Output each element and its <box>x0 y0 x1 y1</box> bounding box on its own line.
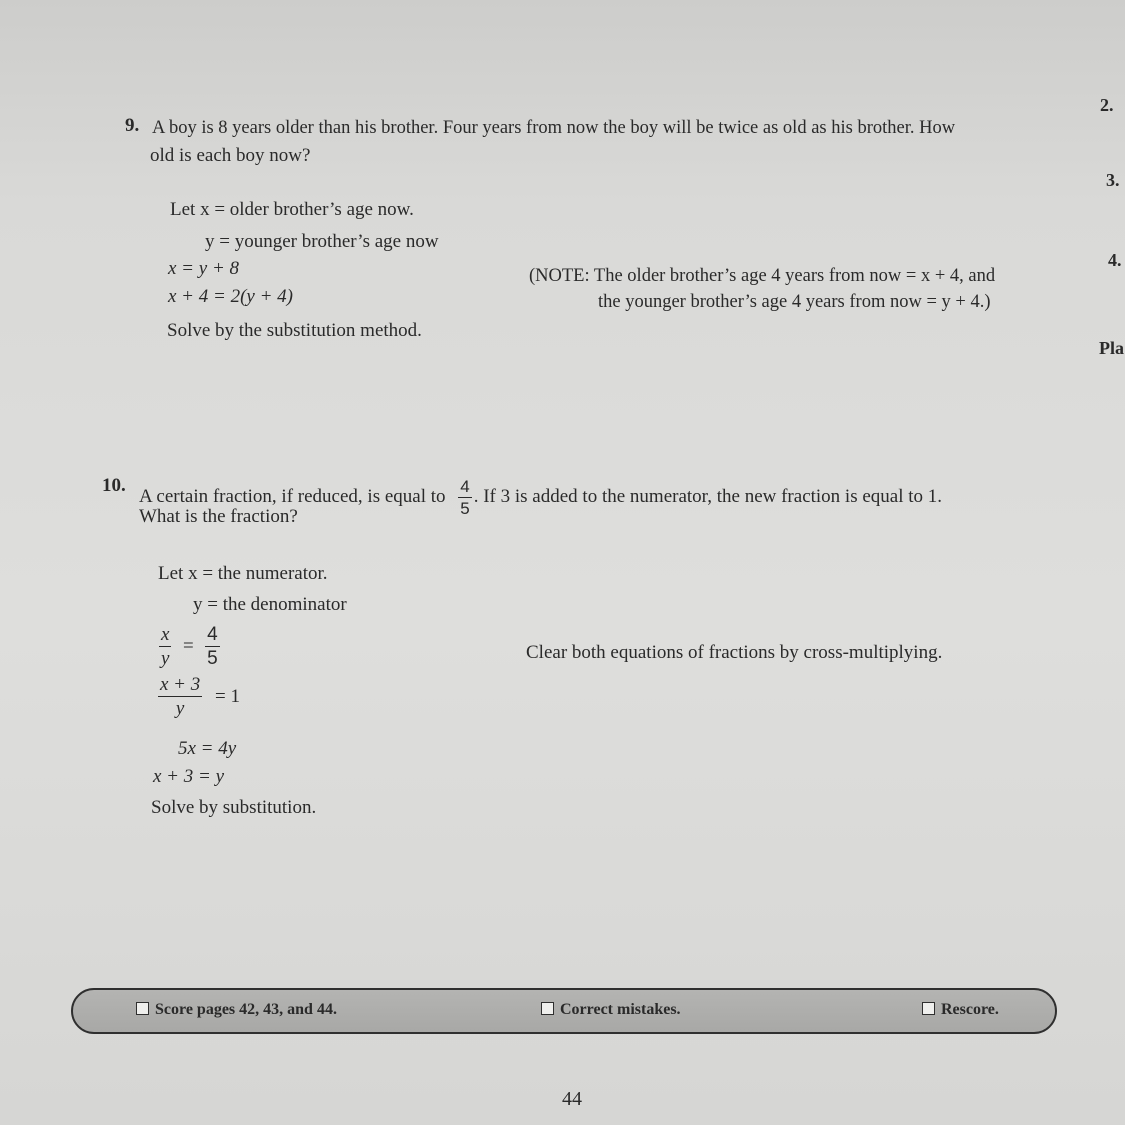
problem-10-let-x: Let x = the numerator. <box>158 563 328 584</box>
page-number: 44 <box>562 1088 582 1110</box>
eq2-numerator: x + 3 <box>160 674 201 695</box>
problem-10-note: Clear both equations of fractions by cross-multiplying. <box>526 642 943 663</box>
problem-10-line2: What is the fraction? <box>139 506 298 527</box>
edge-number-3: 3. <box>1106 170 1120 190</box>
problem-9-eq2: x + 4 = 2(y + 4) <box>168 286 293 307</box>
eq1-rhs-fraction <box>205 625 220 668</box>
eq1-lhs-numerator: x <box>161 624 170 645</box>
problem-10-instruction: Solve by substitution. <box>151 797 317 818</box>
checkbox-icon[interactable] <box>136 1002 149 1015</box>
checklist-item-rescore[interactable] <box>922 1001 999 1019</box>
problem-10-fraction-four-fifths <box>458 478 471 517</box>
edge-text-pla: Pla <box>1099 338 1124 358</box>
checklist-item-correct-label: Correct mistakes. <box>560 1001 681 1018</box>
eq1-rhs-denominator: 5 <box>207 648 218 669</box>
checklist-item-rescore-label: Rescore. <box>941 1001 999 1018</box>
problem-9-note-line1: (NOTE: The older brother’s age 4 years from now = x + 4, and <box>529 266 996 286</box>
eq2-denominator: y <box>175 698 185 719</box>
problem-10-let-y: y = the denominator <box>193 594 347 615</box>
problem-10-number: 10. <box>102 475 126 496</box>
problem-9-line2: old is each boy now? <box>150 145 311 166</box>
fraction-denominator: 5 <box>460 499 470 518</box>
problem-10-line1-end: . If 3 is added to the numerator, the new fraction is equal to 1. <box>473 485 943 507</box>
checklist-item-score[interactable] <box>136 1001 337 1019</box>
checklist-item-score-label: Score pages 42, 43, and 44. <box>155 1001 337 1018</box>
problem-9-eq1: x = y + 8 <box>168 258 240 279</box>
problem-10-eq1: $\frac{x}{y}$ = $\frac{4}{5}$ <box>161 624 218 669</box>
checklist-item-correct[interactable] <box>541 1001 681 1019</box>
eq1-lhs-denominator: y <box>161 648 170 669</box>
edge-number-4: 4. <box>1108 250 1122 270</box>
problem-9-instruction: Solve by the substitution method. <box>167 320 422 341</box>
fraction-numerator: 4 <box>460 477 470 496</box>
edge-number-2: 2. <box>1100 95 1114 115</box>
problem-10-line1-start: A certain fraction, if reduced, is equal to <box>139 485 446 507</box>
problem-10-eq4: x + 3 = y <box>153 766 225 787</box>
problem-9-let-y: y = younger brother’s age now <box>205 231 439 252</box>
problem-9-let-x: Let x = older brother’s age now. <box>170 199 414 220</box>
problem-9-note-line2: the younger brother’s age 4 years from now = y + 4.) <box>598 292 991 312</box>
checkbox-icon[interactable] <box>922 1002 935 1015</box>
eq1-rhs-numerator: 4 <box>207 624 218 645</box>
checklist-bar <box>71 988 1057 1034</box>
eq1-lhs-fraction <box>159 625 171 668</box>
problem-10-eq3: 5x = 4y <box>178 738 237 759</box>
problem-10-eq2 <box>156 675 240 718</box>
checkbox-icon[interactable] <box>541 1002 554 1015</box>
problem-9-line1: A boy is 8 years older than his brother. Four years from now the boy will be twice as old as his brother. How <box>152 118 956 138</box>
eq2-rhs: = 1 <box>215 685 240 707</box>
problem-9-number: 9. <box>125 115 140 136</box>
eq2-lhs-fraction <box>158 675 202 718</box>
